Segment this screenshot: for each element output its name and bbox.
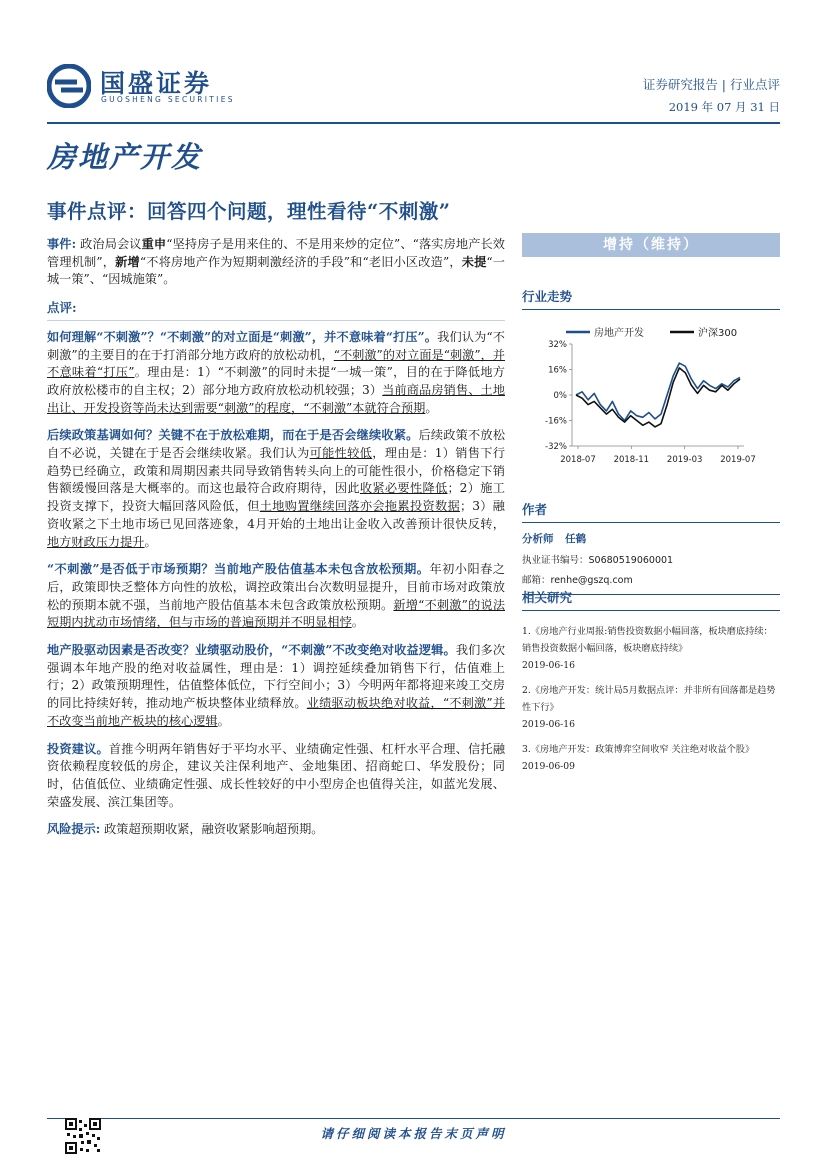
y-tick-label: -32% bbox=[545, 442, 567, 452]
question-4: 地产股驱动因素是否改变？业绩驱动股价，“不刺激”不改变绝对收益逻辑。我们多次强调本年地产股的绝对收益属性，理由是：1）调控延续叠加销售下行，估值难上行；2）政策预期理性，估值整体低位，下行空间小；3）今明两年都将迎来竣工交房的同比持续好转，推动地产板块整体业绩释放。业绩驱动板块绝对收益，“不刺激”并不改变当前地产板块的核心逻辑。 bbox=[47, 643, 506, 728]
y-tick-label: 16% bbox=[548, 365, 567, 376]
sector-title: 房地产开发 bbox=[47, 140, 203, 174]
report-date: 2019 年 07 月 31 日 bbox=[668, 100, 780, 114]
analyst-name: 任鹤 bbox=[565, 533, 587, 545]
brand-name-en: GUOSHENG SECURITIES bbox=[101, 95, 235, 104]
report-type: 证券研究报告 | 行业点评 bbox=[642, 77, 780, 92]
trend-section bbox=[522, 287, 780, 310]
footer-disclaimer: 请仔细阅读本报告末页声明 bbox=[320, 1126, 507, 1141]
question-3: “不刺激”是否低于市场预期？当前地产股估值基本未包含放松预期。年初小阳春之后，政策即快乏整体方向性的放松，调控政策出台次数明显提升，目前市场对政策放松的预期本就不强，当前地产股估值基本未包含政策放松预期。新增“不刺激”的说法短期内扰动市场情绪，但与市场的普遍预期并不明显相悖。 bbox=[47, 562, 506, 630]
author-section bbox=[522, 500, 780, 595]
report-headline: 事件点评：回答四个问题，理性看待“不刺激” bbox=[47, 200, 451, 223]
investment-advice: 投资建议。首推今明两年销售好于平均水平、业绩确定性强、杠杆水平合理、信托融资依赖程度较低的房企，建议关注保利地产、金地集团、招商蛇口、华发股份；同时，估值低位、业绩确定性强、成长性较好的中小型房企也值得关注，如蓝光发展、荣盛发展、滨江集团等。 bbox=[47, 741, 506, 809]
question-1: 如何理解“不刺激”？“不刺激”的对立面是“刺激”，并不意味着“打压”。我们认为“不刺激”的主要目的在于打消部分地方政府的放松动机，“不刺激”的对立面是“刺激”，并不意味着“打压”。理由是：1）“不刺激”的同时未提“一城一策”，目的在于降低地方政府放松楼市的自主权；2）部分地方政府放松动机较强；3）当前商品房销售、土地出让、开发投资等尚未达到需要“刺激”的程度，“不刺激”本就符合预期。 bbox=[47, 329, 506, 415]
comment-label: 点评: bbox=[47, 300, 77, 316]
header-divider bbox=[47, 122, 780, 124]
legend-label: 房地产开发 bbox=[594, 328, 644, 339]
analyst-email[interactable]: 邮箱：renhe@gszq.com bbox=[522, 575, 633, 586]
brand-name: 国盛证券 bbox=[100, 69, 213, 98]
y-tick-label: -16% bbox=[545, 416, 567, 427]
x-tick-label: 2019-03 bbox=[666, 455, 703, 465]
guosheng-logo-icon bbox=[47, 64, 91, 108]
analyst-label: 分析师 bbox=[522, 533, 554, 545]
question-2: 后续政策基调如何？关键不在于放松难期，而在于是否会继续收紧。后续政策不放松自不必说，关键在于是否会继续收紧。我们认为可能性较低，理由是：1）销售下行趋势已经确立，政策和周期因素共同导致销售转头向上的可能性很小，价格稳定下销售额缓慢回落是大概率的。而这也最符合政府期待，因此收紧必要性降低；2）施工投资支撑下，投资大幅回落风险低，但土地购置继续回落亦会拖累投资数据；3）融资收紧之下土地市场已见回落迹象，4月开始的土地出让金收入改善预计很快反转，地方财政压力提升。 bbox=[47, 428, 506, 549]
footer-divider bbox=[47, 1118, 780, 1119]
x-tick-label: 2019-07 bbox=[720, 455, 756, 465]
event-paragraph: 事件: 政治局会议重申“坚持房子是用来住的、不是用来炒的定位”、“落实房地产长效管理机制”，新增“不将房地产作为短期刺激经济的手段”和“老旧小区改造”，未提“一城一策”、“因城施策”。 bbox=[47, 237, 505, 287]
industry-trend-chart bbox=[522, 318, 780, 468]
related-research bbox=[522, 588, 780, 783]
risk-warning: 风险提示: 政策超预期收紧，融资收紧影响超预期。 bbox=[47, 822, 324, 837]
y-tick-label: 0% bbox=[553, 391, 567, 401]
main-content bbox=[47, 236, 505, 839]
series-line bbox=[576, 368, 740, 427]
rating-badge: 增持（维持） bbox=[522, 233, 780, 257]
x-tick-label: 2018-07 bbox=[560, 455, 596, 465]
trend-title: 行业走势 bbox=[522, 289, 573, 304]
legend-label: 沪深300 bbox=[698, 328, 738, 339]
y-tick-label: 32% bbox=[548, 340, 567, 350]
related-item[interactable]: 3.《房地产开发：政策博弈空间收窄 关注绝对收益个股》 2019-06-09 bbox=[522, 744, 755, 772]
related-title: 相关研究 bbox=[522, 590, 573, 605]
license-number: 执业证书编号：S0680519060001 bbox=[522, 555, 674, 566]
author-title: 作者 bbox=[522, 502, 548, 517]
x-tick-label: 2018-11 bbox=[613, 455, 650, 465]
event-label: 事件: bbox=[47, 237, 77, 251]
related-item[interactable]: 2.《房地产开发：统计局5月数据点评：并非所有回落都是趋势性下行》 2019-06-16 bbox=[522, 685, 776, 730]
related-item[interactable]: 1.《房地产行业周报:销售投资数据小幅回落，板块磨底持续：销售投资数据小幅回落，板块磨底持续》 2019-06-16 bbox=[522, 626, 773, 671]
